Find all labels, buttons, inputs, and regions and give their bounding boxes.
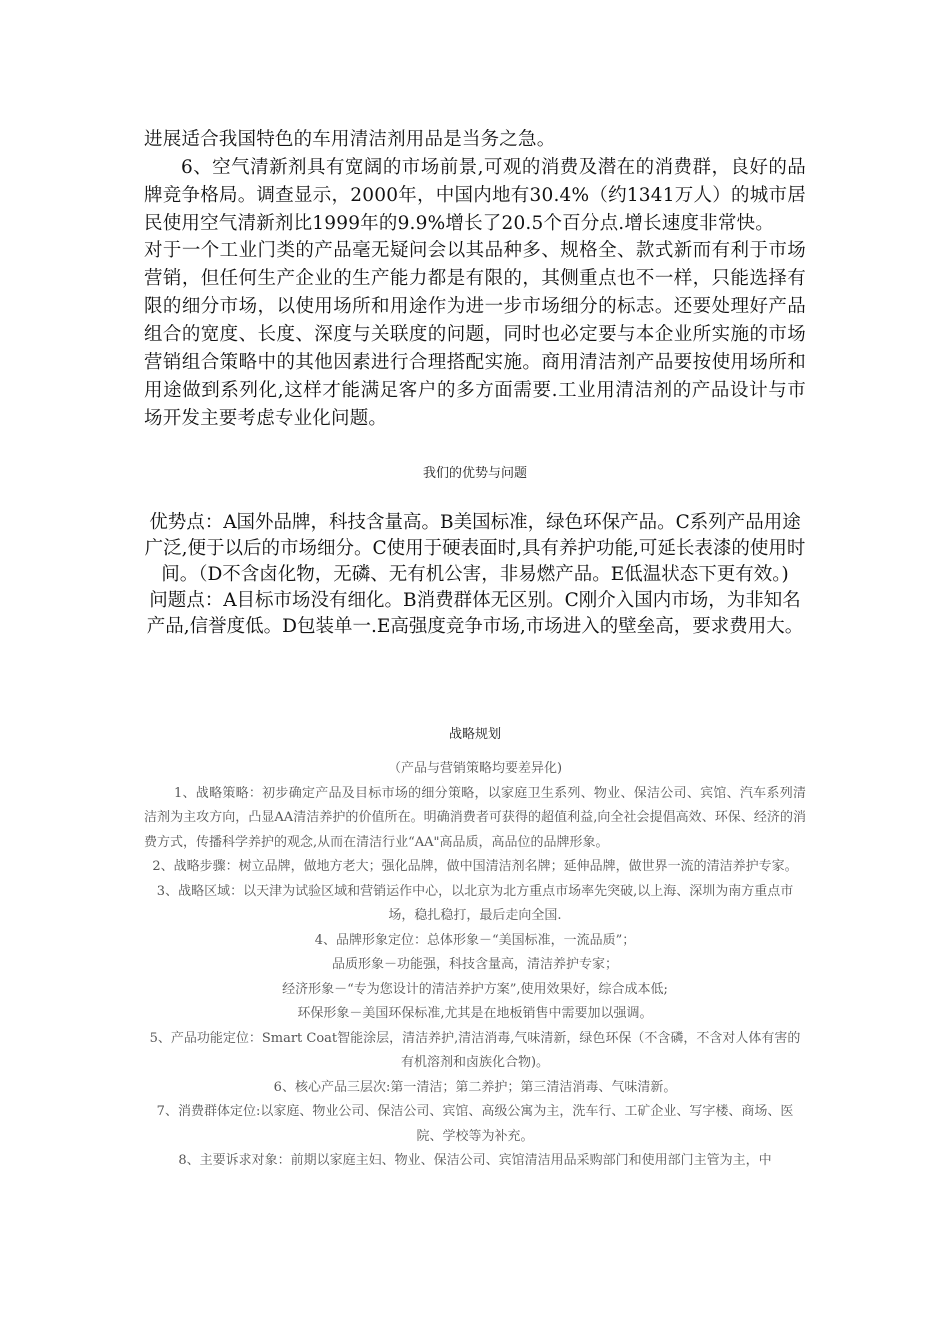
strategy-item-8: 8、主要诉求对象：前期以家庭主妇、物业、保洁公司、宾馆清洁用品采购部门和使用部门主管为主，中 <box>178 1153 772 1168</box>
strategy-subtitle: （产品与营销策略均要差异化) <box>387 761 563 776</box>
strategy-item-3: 3、战略区域：以天津为试验区域和营销运作中心，以北京为北方重点市场率先突破,以上海、深圳为南方重点市场，稳扎稳打，最后走向全国. <box>156 883 794 923</box>
intro-text-block <box>144 126 806 238</box>
strategy-list <box>144 757 806 1174</box>
strategy-item-4b: 经济形象－“专为您设计的清洁养护方案”,使用效果好，综合成本低; <box>282 981 668 997</box>
strategy-item-6: 6、核心产品三层次:第一清洁；第二养护；第三清洁消毒、气味清新。 <box>273 1079 677 1095</box>
advantages-text: 优势点：A国外品牌，科技含量高。B美国标准，绿色环保产品。C系列产品用途广泛,便于以后的市场细分。C使用于硬表面时,具有养护功能,可延长表漆的使用时间。（D不含卤化物，无磷、无有机公害，非易燃产品。E低温状态下更有效。) <box>144 512 806 585</box>
paragraph-3: 对于一个工业门类的产品毫无疑问会以其品种多、规格全、款式新而有利于市场营销，但任何生产企业的生产能力都是有限的，其侧重点也不一样，只能选择有限的细分市场，以使用场所和用途作为进一步市场细分的标志。还要处理好产品组合的宽度、长度、深度与关联度的问题，同时也必定要与本企业所实施的市场营销组合策略中的其他因素进行合理搭配实施。商用清洁剂产品要按使用场所和用途做到系列化,这样才能满足客户的多方面需要.工业用清洁剂的产品设计与市场开发主要考虑专业化问题。 <box>144 240 806 429</box>
strategy-item-1: 1、战略策略：初步确定产品及目标市场的细分策略，以家庭卫生系列、物业、保洁公司、宾馆、汽车系列清洁剂为主攻方向，凸显AA清洁养护的价值所在。明确消费者可获得的超值利益,向全社会提倡高效、环保、经济的消费方式，传播科学养护的观念,从而在清洁行业“AA"高品质，高品位的品牌形象。 <box>144 785 806 850</box>
strategy-item-5: 5、产品功能定位：Smart Coat智能涂层，清洁养护,清洁消毒,气味清新，绿色环保（不含磷，不含对人体有害的有机溶剂和卤族化合物)。 <box>149 1030 801 1070</box>
advantages-problems-block <box>144 510 806 640</box>
strategy-item-4c: 环保形象－美国环保标准,尤其是在地板销售中需要加以强调。 <box>297 1006 653 1021</box>
section-title-strategy: 战略规划 <box>448 727 501 742</box>
paragraph-3-block <box>144 237 806 433</box>
strategy-item-2: 2、战略步骤：树立品牌，做地方老大；强化品牌，做中国清洁剂名牌；延伸品牌，做世界一流的清洁养护专家。 <box>152 859 798 874</box>
paragraph-2: 6、空气清新剂具有宽阔的市场前景,可观的消费及潜在的消费群，良好的品牌竞争格局。调查显示，2000年，中国内地有30.4%（约1341万人）的城市居民使用空气清新剂比1999年的9.9%增长了20.5个百分点.增长速度非常快。 <box>144 157 806 234</box>
paragraph-1: 进展适合我国特色的车用清洁剂用品是当务之急。 <box>144 129 556 150</box>
strategy-item-4a: 品质形象－功能强，科技含量高，清洁养护专家； <box>331 957 618 972</box>
problems-text: 问题点：A目标市场没有细化。B消费群体无区别。C刚介入国内市场，为非知名产品,信誉度低。D包装单一.E高强度竞争市场,市场进入的壁垒高，要求费用大。 <box>146 590 804 637</box>
strategy-item-4: 4、品牌形象定位：总体形象－“美国标准，一流品质”； <box>314 932 636 948</box>
strategy-item-7: 7、消费群体定位:以家庭、物业公司、保洁公司、宾馆、高级公寓为主，洗车行、工矿企业、写字楼、商场、医院、学校等为补充。 <box>156 1104 794 1144</box>
section-title-advantages: 我们的优势与问题 <box>422 466 527 481</box>
